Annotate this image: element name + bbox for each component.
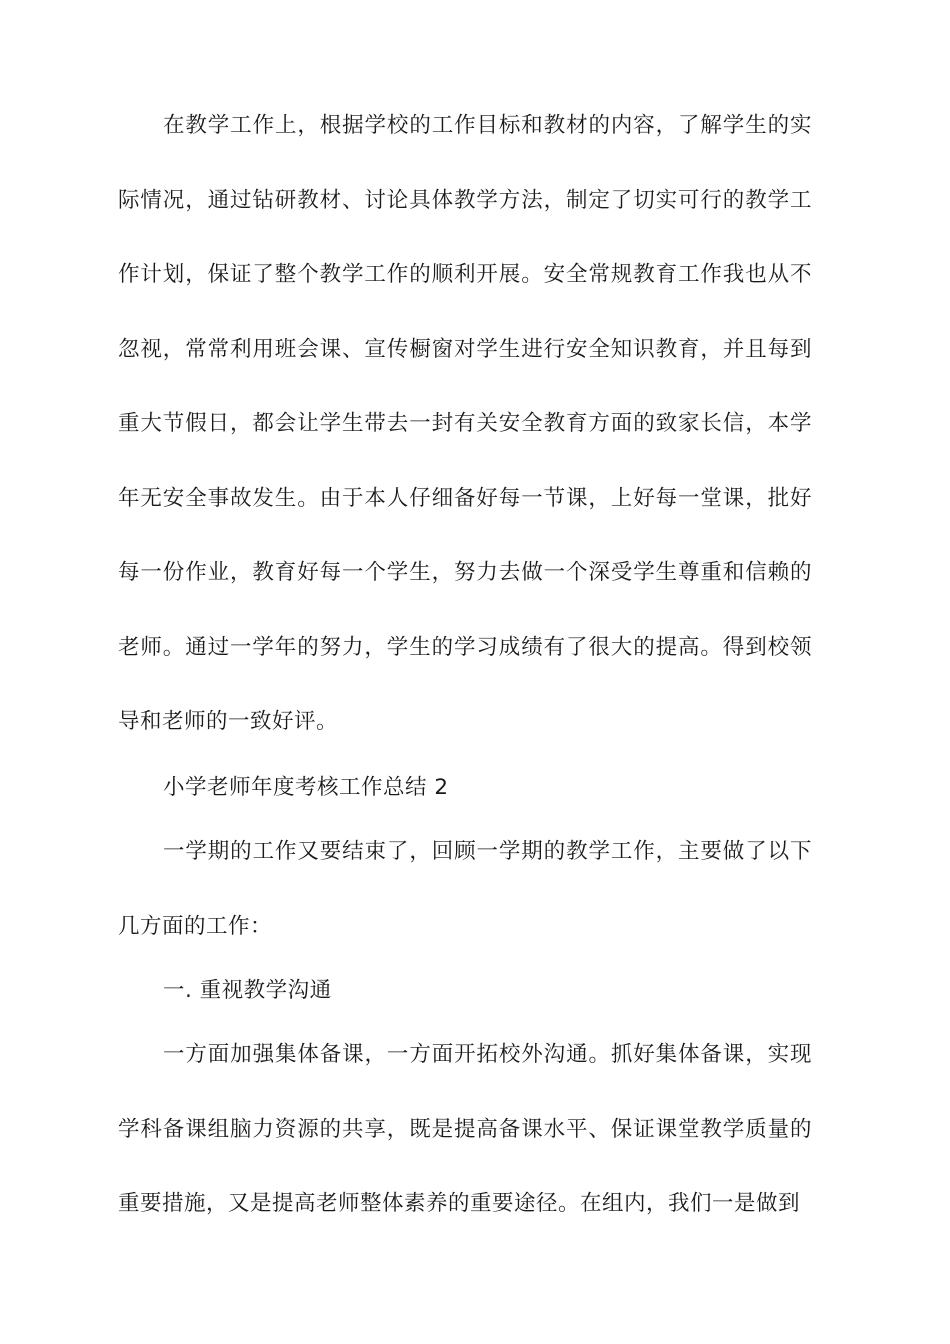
subsection-title: 一. 重视教学沟通 bbox=[163, 978, 332, 1003]
paragraph-teaching-work: 在教学工作上，根据学校的工作目标和教材的内容，了解学生的实际情况，通过钻研教材、讨论具体教学方法，制定了切实可行的教学工作计划，保证了整个教学工作的顺利开展。安全常规教育工作我也从不忽视，常常利用班会课、宣传橱窗对学生进行安全知识教育，并且每到重大节假日，都会让学生带去一封有关安全教育方面的致家长信，本学年无安全事故发生。由于本人仔细备好每一节课，上好每一堂课，批好每一份作业，教育好每一个学生，努力去做一个深受学生尊重和信赖的老师。通过一学年的努力，学生的学习成绩有了很大的提高。得到校领导和老师的一致好评。 bbox=[118, 113, 812, 734]
section-title: 小学老师年度考核工作总结 2 bbox=[163, 775, 449, 800]
paragraph-collective-lesson-prep: 一方面加强集体备课，一方面开拓校外沟通。抓好集体备课，实现学科备课组脑力资源的共享，既是提高备课水平、保证课堂教学质量的重要措施，又是提高老师整体素养的重要途径。在组内，我们一是做到 bbox=[118, 1042, 812, 1216]
paragraph-semester-summary: 一学期的工作又要结束了，回顾一学期的教学工作，主要做了以下几方面的工作： bbox=[118, 839, 812, 939]
